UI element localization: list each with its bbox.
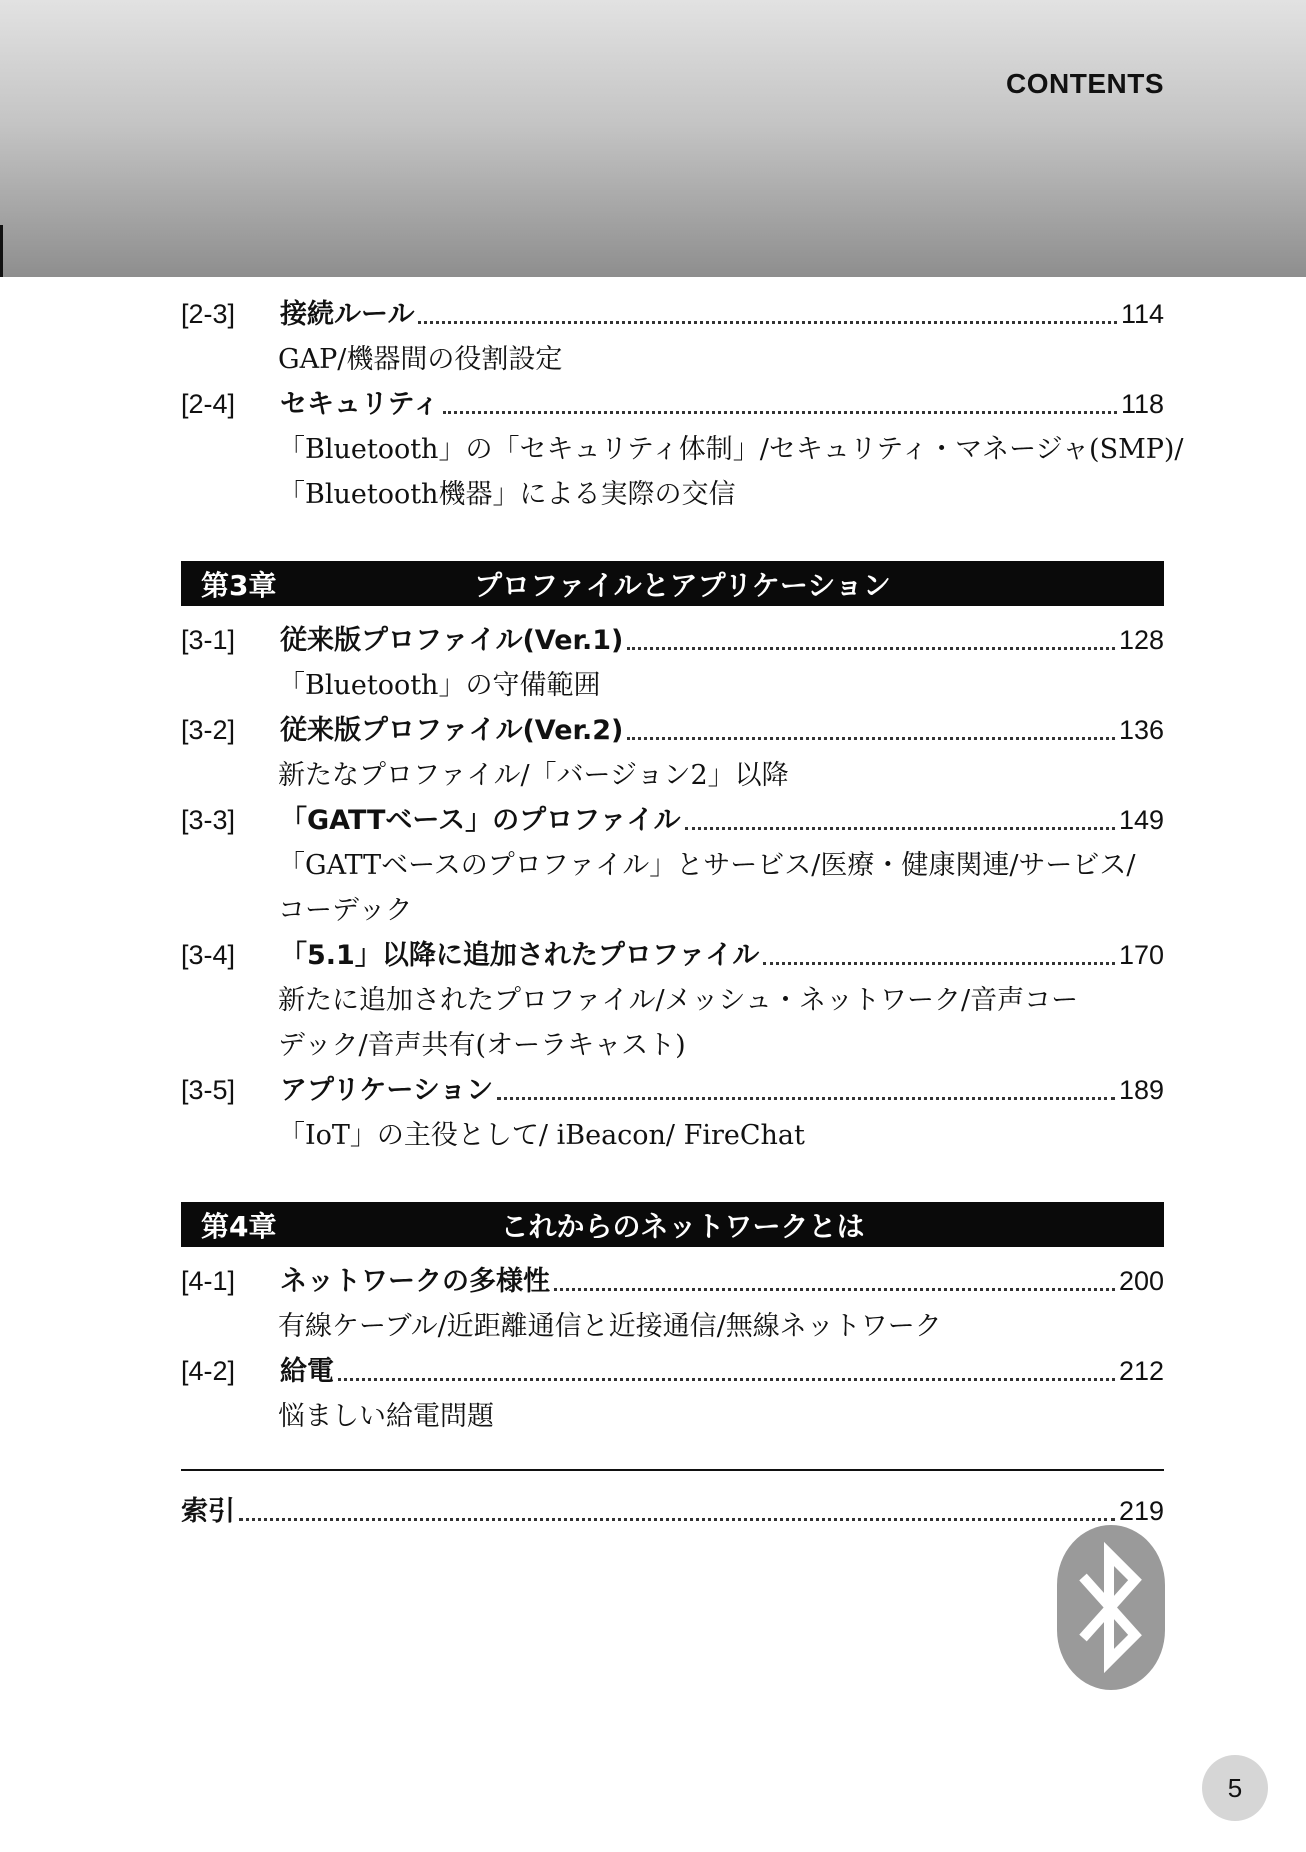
page-reference: 136 (1118, 715, 1164, 745)
page-reference: 118 (1120, 389, 1164, 419)
toc-entry-3-3[interactable] (181, 798, 1164, 843)
chapter-title: プロファイルとアプリケーション (474, 568, 891, 602)
section-title: ネットワークの多様性 (280, 1266, 550, 1297)
toc-entry-3-1[interactable] (181, 618, 1164, 663)
section-number: [3-4] (181, 940, 236, 970)
header-band (0, 0, 1306, 277)
section-description: GAP/機器間の役割設定 (278, 344, 563, 375)
dot-leader (685, 827, 1115, 830)
page-reference: 189 (1118, 1075, 1164, 1105)
section-title: アプリケーション (280, 1075, 494, 1106)
index-title: 索引 (181, 1496, 235, 1527)
page-number-badge: 5 (1202, 1755, 1268, 1821)
toc-entry-3-5[interactable] (181, 1068, 1164, 1113)
dot-leader (763, 962, 1115, 965)
dot-leader (443, 411, 1117, 414)
bluetooth-icon (1057, 1525, 1165, 1690)
section-description: デック/音声共有(オーラキャスト) (278, 1030, 686, 1061)
dot-leader (338, 1378, 1115, 1381)
section-description: 「Bluetooth」の「セキュリティ体制」/セキュリティ・マネージャ(SMP)/ (278, 434, 1184, 465)
page-reference: 149 (1118, 805, 1164, 835)
section-description: 「Bluetooth」の守備範囲 (278, 670, 601, 701)
section-title: 給電 (280, 1356, 334, 1387)
section-number: [3-5] (181, 1075, 236, 1105)
section-title: 従来版プロファイル(Ver.2) (280, 715, 624, 746)
page-header-title: CONTENTS (1006, 68, 1164, 99)
header-mark (0, 225, 3, 277)
chapter-3-heading[interactable] (181, 561, 1164, 606)
section-number: [3-2] (181, 715, 236, 745)
chapter-label: 第4章 (201, 1209, 277, 1243)
dot-leader (554, 1288, 1115, 1291)
section-number: [2-3] (181, 299, 236, 329)
toc-entry-index[interactable] (181, 1489, 1164, 1534)
dot-leader (627, 647, 1115, 650)
section-description: 悩ましい給電問題 (278, 1401, 494, 1432)
section-number: [3-1] (181, 625, 236, 655)
section-description: 新たなプロファイル/「バージョン2」以降 (278, 760, 789, 791)
section-title: 接続ルール (280, 299, 415, 330)
dot-leader (239, 1518, 1115, 1521)
section-number: [4-2] (181, 1356, 236, 1386)
dot-leader (418, 321, 1116, 324)
toc-entry-2-4[interactable] (181, 382, 1164, 427)
section-number: [2-4] (181, 389, 236, 419)
dot-leader (627, 737, 1115, 740)
section-title: セキュリティ (280, 389, 440, 420)
section-description: 「GATTベースのプロファイル」とサービス/医療・健康関連/サービス/ (278, 850, 1136, 881)
toc (181, 292, 1184, 1534)
page-reference: 200 (1118, 1266, 1164, 1296)
section-title: 「5.1」以降に追加されたプロファイル (280, 940, 760, 971)
page-reference: 219 (1118, 1496, 1164, 1526)
chapter-4-heading[interactable] (181, 1202, 1164, 1247)
page-reference: 114 (1120, 299, 1164, 329)
section-description: 「IoT」の主役として/ iBeacon/ FireChat (278, 1120, 805, 1151)
toc-entry-2-3[interactable] (181, 292, 1164, 337)
dot-leader (497, 1097, 1115, 1100)
section-number: [3-3] (181, 805, 236, 835)
toc-entry-3-4[interactable] (181, 933, 1164, 978)
page-reference: 170 (1118, 940, 1164, 970)
section-title: 「GATTベース」のプロファイル (280, 805, 681, 836)
section-number: [4-1] (181, 1266, 236, 1296)
chapter-label: 第3章 (201, 568, 277, 602)
section-title: 従来版プロファイル(Ver.1) (280, 625, 624, 656)
section-description: 「Bluetooth機器」による実際の交信 (278, 479, 736, 510)
section-description: 有線ケーブル/近距離通信と近接通信/無線ネットワーク (278, 1311, 942, 1342)
page-reference: 128 (1118, 625, 1164, 655)
chapter-title: これからのネットワークとは (500, 1209, 865, 1243)
toc-entry-3-2[interactable] (181, 708, 1164, 753)
divider (181, 1469, 1164, 1471)
toc-entry-4-2[interactable] (181, 1349, 1164, 1394)
toc-entry-4-1[interactable] (181, 1259, 1164, 1304)
section-description: 新たに追加されたプロファイル/メッシュ・ネットワーク/音声コー (278, 985, 1079, 1016)
section-description: コーデック (278, 895, 413, 926)
page-reference: 212 (1118, 1356, 1164, 1386)
